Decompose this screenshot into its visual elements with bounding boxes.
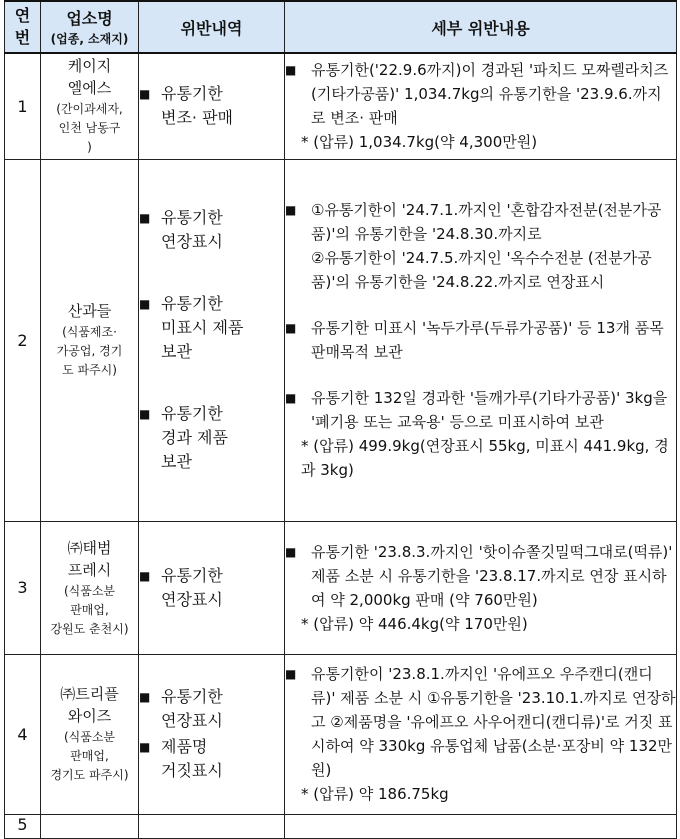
bullet-icon: ■ [285, 321, 297, 335]
business-cell: ㈜태범 프레시 (식품소분 판매업, 강원도 춘천시) [41, 521, 139, 654]
table-row [5, 814, 677, 838]
bullet-icon: ■ [285, 544, 297, 559]
detail-cell [285, 814, 677, 838]
detail-cell: ■ 유통기한 '23.8.3.까지인 '핫이슈쫄깃밀떡그대로(떡류)' 제품 소분 시 유통기한을 '23.8.17.까지로 연장 표시하여 약 2,000kg 판매 (약 760만원) * (압류) 약 446.4kg(약 170만원) [285, 521, 677, 654]
bullet-icon: ■ [139, 211, 151, 225]
table-row [5, 53, 677, 159]
violation-cell: ■ 유통기한 연장표시 [139, 521, 285, 654]
header-business: 업소명 (업종, 소재지) [41, 1, 139, 53]
business-cell [41, 814, 139, 838]
seizure-note: * (압류) 1,034.7kg(약 4,300만원) [301, 133, 538, 152]
header-row [5, 1, 677, 53]
row-number: 2 [5, 159, 41, 521]
row-number: 1 [5, 53, 41, 159]
violation-cell: ■ 유통기한 연장표시 ■ 유통기한 미표시 제품 보관 ■ 유통기한 경과 제품 보관 [139, 159, 285, 521]
table-row [5, 159, 677, 521]
detail-cell: ■ 유통기한이 '23.8.1.까지인 '유에프오 우주캔디(캔디류)' 제품 소분 시 ①유통기한을 '23.10.1.까지로 연장하고 ②제품명을 '유에프오 사우어캔디(캔디류)'로 거짓 표시하여 약 330kg 유통업체 납품(소분·포장비 약 132만원) * (압류) 약 186.75kg [285, 654, 677, 814]
table-row [5, 654, 677, 814]
bullet-icon: ■ [285, 391, 297, 405]
violation-table [4, 0, 677, 839]
header-detail: 세부 위반내용 [285, 1, 677, 53]
business-cell: 케이지 엘에스 (간이과세자, 인천 남동구 ) [41, 53, 139, 159]
header-violation: 위반내역 [139, 1, 285, 53]
bullet-icon: ■ [139, 568, 151, 583]
bullet-icon: ■ [285, 63, 297, 78]
seizure-note: * (압류) 약 446.4kg(약 170만원) [301, 614, 528, 633]
bullet-icon: ■ [139, 87, 151, 102]
bullet-icon: ■ [139, 690, 151, 704]
detail-cell: ■ 유통기한('22.9.6까지)이 경과된 '파치드 모짜렐라치즈(기타가공품)' 1,034.7kg의 유통기한을 '23.9.6.까지로 변조· 판매 * (압류) 1,034.7kg(약 4,300만원) [285, 53, 677, 159]
detail-cell: ■ ①유통기한이 '24.7.1.까지인 '혼합감자전분(전분가공품)'의 유통기한을 '24.8.30.까지로 ②유통기한이 '24.7.5.까지인 '옥수수전분 (전분가공품)'의 유통기한을 '24.8.22.까지로 연장표시 ■ 유통기한 미표시 '녹두가루(두류가공품)' 등 13개 품목 판매목적 보관 ■ 유통기한 132일 경과한 '들깨가루(기타가공품)' 3kg을 '폐기용 또는 교육용' 등으로 미표시하여 보관 * (압류) 499.9kg(연장표시 55kg, 미표시 441.9kg, 경과 3kg) [285, 159, 677, 521]
bullet-icon: ■ [139, 740, 151, 754]
seizure-note: * (압류) 499.9kg(연장표시 55kg, 미표시 441.9kg, 경과 3kg) [301, 437, 669, 479]
header-no: 연 번 [5, 1, 41, 53]
seizure-note: * (압류) 약 186.75kg [301, 785, 449, 803]
violation-cell [139, 814, 285, 838]
violation-cell: ■ 유통기한 변조· 판매 [139, 53, 285, 159]
business-cell: ㈜트리플 와이즈 (식품소분 판매업, 경기도 파주시) [41, 654, 139, 814]
bullet-icon: ■ [139, 407, 151, 421]
table-row [5, 521, 677, 654]
row-number: 3 [5, 521, 41, 654]
violation-cell: ■ 유통기한 연장표시 ■ 제품명 거짓표시 [139, 654, 285, 814]
bullet-icon: ■ [139, 297, 151, 311]
business-cell: 산과들 (식품제조· 가공업, 경기 도 파주시) [41, 159, 139, 521]
bullet-icon: ■ [285, 203, 297, 217]
row-number: 5 [5, 814, 41, 838]
row-number: 4 [5, 654, 41, 814]
bullet-icon: ■ [285, 667, 297, 681]
